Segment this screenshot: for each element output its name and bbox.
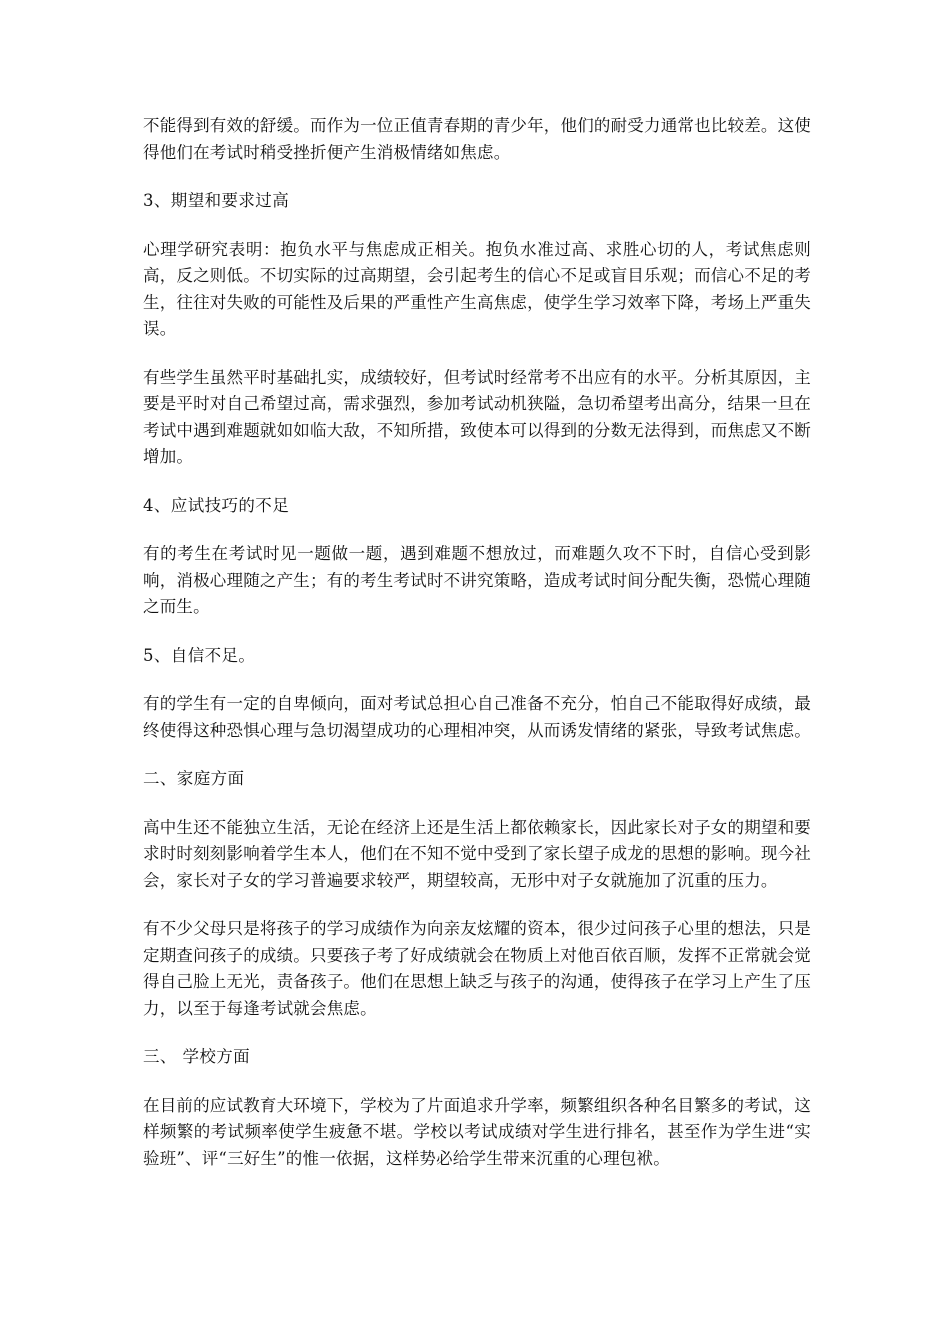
paragraph-exam-strategy: 有的考生在考试时见一题做一题，遇到难题不想放过，而难题久攻不下时，自信心受到影响，消极心理随之产生；有的考生考试时不讲究策略，造成考试时间分配失衡，恐慌心理随之而生。 [143, 544, 811, 616]
paragraph-parents: 有不少父母只是将孩子的学习成绩作为向亲友炫耀的资本，很少过问孩子心里的想法，只是定期查问孩子的成绩。只要孩子考了好成绩就会在物质上对他百依百顺，发挥不正常就会觉得自己脸上无光，责备孩子。他们在思想上缺乏与孩子的沟通，使得孩子在学习上产生了压力，以至于每逢考试就会焦虑。 [143, 919, 811, 1018]
paragraph-school-exams: 在目前的应试教育大环境下，学校为了片面追求升学率，频繁组织各种名目繁多的考试，这样频繁的考试频率使学生疲惫不堪。学校以考试成绩对学生进行排名，甚至作为学生进“实验班”、评“三好生”的惟一依据，这样势必给学生带来沉重的心理包袱。 [143, 1095, 811, 1168]
heading-family: 二、家庭方面 [143, 769, 245, 788]
heading-school: 三、 学校方面 [143, 1047, 251, 1066]
paragraph-family-dependence: 高中生还不能独立生活，无论在经济上还是生活上都依赖家长，因此家长对子女的期望和要求时时刻刻影响着学生本人，他们在不知不觉中受到了家长望子成龙的思想的影响。现今社会，家长对子女的学习普遍要求较严，期望较高，无形中对子女就施加了沉重的压力。 [143, 817, 811, 890]
heading-5-confidence: 5、自信不足。 [143, 645, 256, 665]
paragraph-psychology-research: 心理学研究表明：抱负水平与焦虑成正相关。抱负水准过高、求胜心切的人，考试焦虑则高，反之则低。不切实际的过高期望，会引起考生的信心不足或盲目乐观；而信心不足的考生，往往对失败的可能性及后果的严重性产生高焦虑，使学生学习效率下降，考场上严重失误。 [143, 239, 811, 338]
heading-3-expectations: 3、期望和要求过高 [143, 191, 290, 210]
heading-4-exam-skills: 4、应试技巧的不足 [143, 495, 290, 515]
document-page [143, 113, 811, 1172]
paragraph-intro: 不能得到有效的舒缓。而作为一位正值青春期的青少年，他们的耐受力通常也比较差。这使得他们在考试时稍受挫折便产生消极情绪如焦虑。 [143, 116, 811, 162]
paragraph-inferiority: 有的学生有一定的自卑倾向，面对考试总担心自己准备不充分，怕自己不能取得好成绩，最终使得这种恐惧心理与急切渴望成功的心理相冲突，从而诱发情绪的紧张，导致考试焦虑。 [143, 694, 811, 740]
paragraph-high-hopes: 有些学生虽然平时基础扎实，成绩较好，但考试时经常考不出应有的水平。分析其原因，主要是平时对自己希望过高，需求强烈，参加考试动机狭隘，急切希望考出高分，结果一旦在考试中遇到难题就如如临大敌，不知所措，致使本可以得到的分数无法得到，而焦虑又不断增加。 [143, 367, 811, 466]
